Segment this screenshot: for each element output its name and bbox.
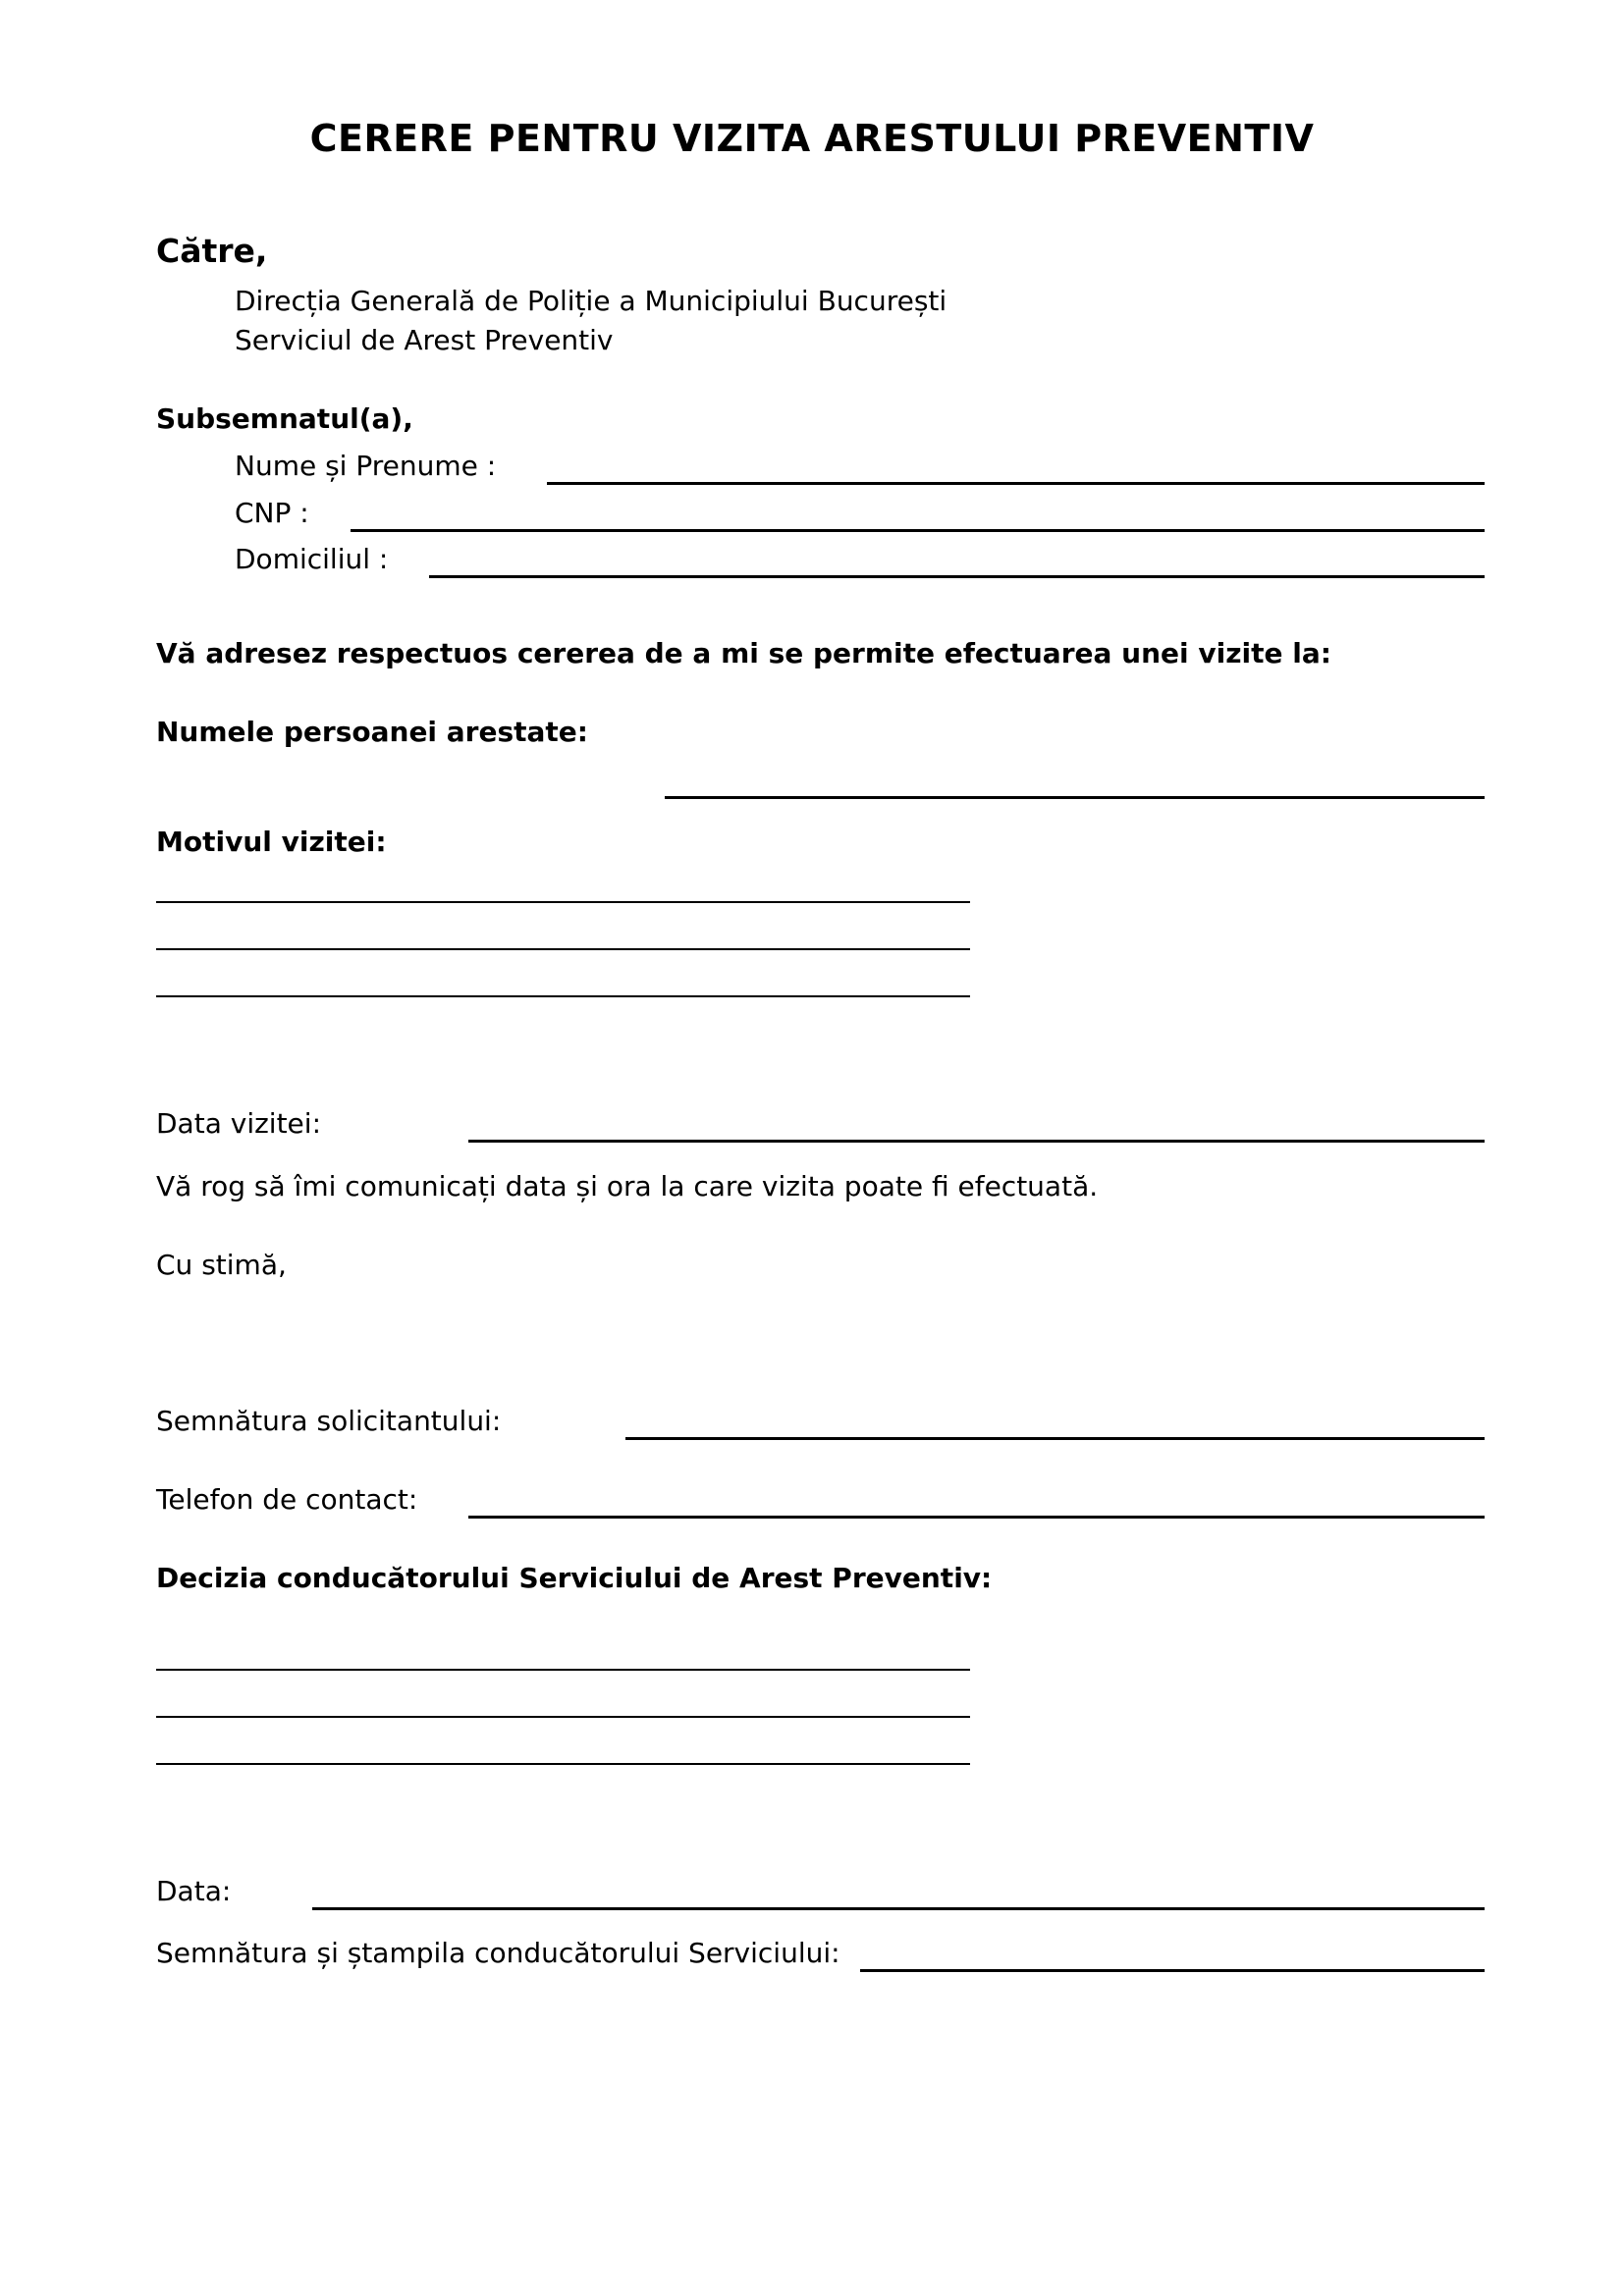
head-signature-label: Semnătura și ștampila conducătorului Serviciului: bbox=[156, 1937, 840, 1969]
addressee-line-2: Serviciul de Arest Preventiv bbox=[235, 324, 614, 356]
request-text: Vă adresez respectuos cererea de a mi se permite efectuarea unei vizite la: bbox=[156, 637, 1331, 669]
address-label: Domiciliul : bbox=[235, 543, 389, 575]
reason-line-1[interactable] bbox=[156, 901, 970, 903]
signature-label: Semnătura solicitantului: bbox=[156, 1405, 502, 1437]
decision-line-1[interactable] bbox=[156, 1669, 970, 1671]
address-field[interactable] bbox=[429, 575, 1485, 578]
detainee-label: Numele persoanei arestate: bbox=[156, 716, 588, 748]
signature-field[interactable] bbox=[625, 1437, 1485, 1440]
reason-line-2[interactable] bbox=[156, 948, 970, 950]
cnp-label: CNP : bbox=[235, 497, 309, 529]
visit-date-label: Data vizitei: bbox=[156, 1107, 321, 1140]
decision-line-3[interactable] bbox=[156, 1763, 970, 1765]
visit-date-field[interactable] bbox=[468, 1140, 1485, 1143]
name-label: Nume și Prenume : bbox=[235, 450, 497, 482]
reason-label: Motivul vizitei: bbox=[156, 826, 387, 858]
head-signature-field[interactable] bbox=[860, 1969, 1485, 1972]
date-label: Data: bbox=[156, 1875, 232, 1907]
decision-line-2[interactable] bbox=[156, 1716, 970, 1718]
phone-field[interactable] bbox=[468, 1516, 1485, 1519]
detainee-name-field[interactable] bbox=[665, 796, 1485, 799]
addressee-heading: Către, bbox=[156, 232, 268, 270]
reason-line-3[interactable] bbox=[156, 995, 970, 997]
phone-label: Telefon de contact: bbox=[156, 1483, 418, 1516]
applicant-heading: Subsemnatul(a), bbox=[156, 402, 413, 435]
cnp-field[interactable] bbox=[351, 529, 1485, 532]
page-title: CERERE PENTRU VIZITA ARESTULUI PREVENTIV bbox=[309, 117, 1315, 160]
addressee-line-1: Direcția Generală de Poliție a Municipiului București bbox=[235, 285, 947, 317]
date-field[interactable] bbox=[312, 1907, 1485, 1910]
communication-text: Vă rog să îmi comunicați data și ora la care vizita poate fi efectuată. bbox=[156, 1170, 1099, 1202]
decision-heading: Decizia conducătorului Serviciului de Arest Preventiv: bbox=[156, 1562, 993, 1594]
closing-text: Cu stimă, bbox=[156, 1249, 287, 1281]
name-field[interactable] bbox=[547, 482, 1485, 485]
